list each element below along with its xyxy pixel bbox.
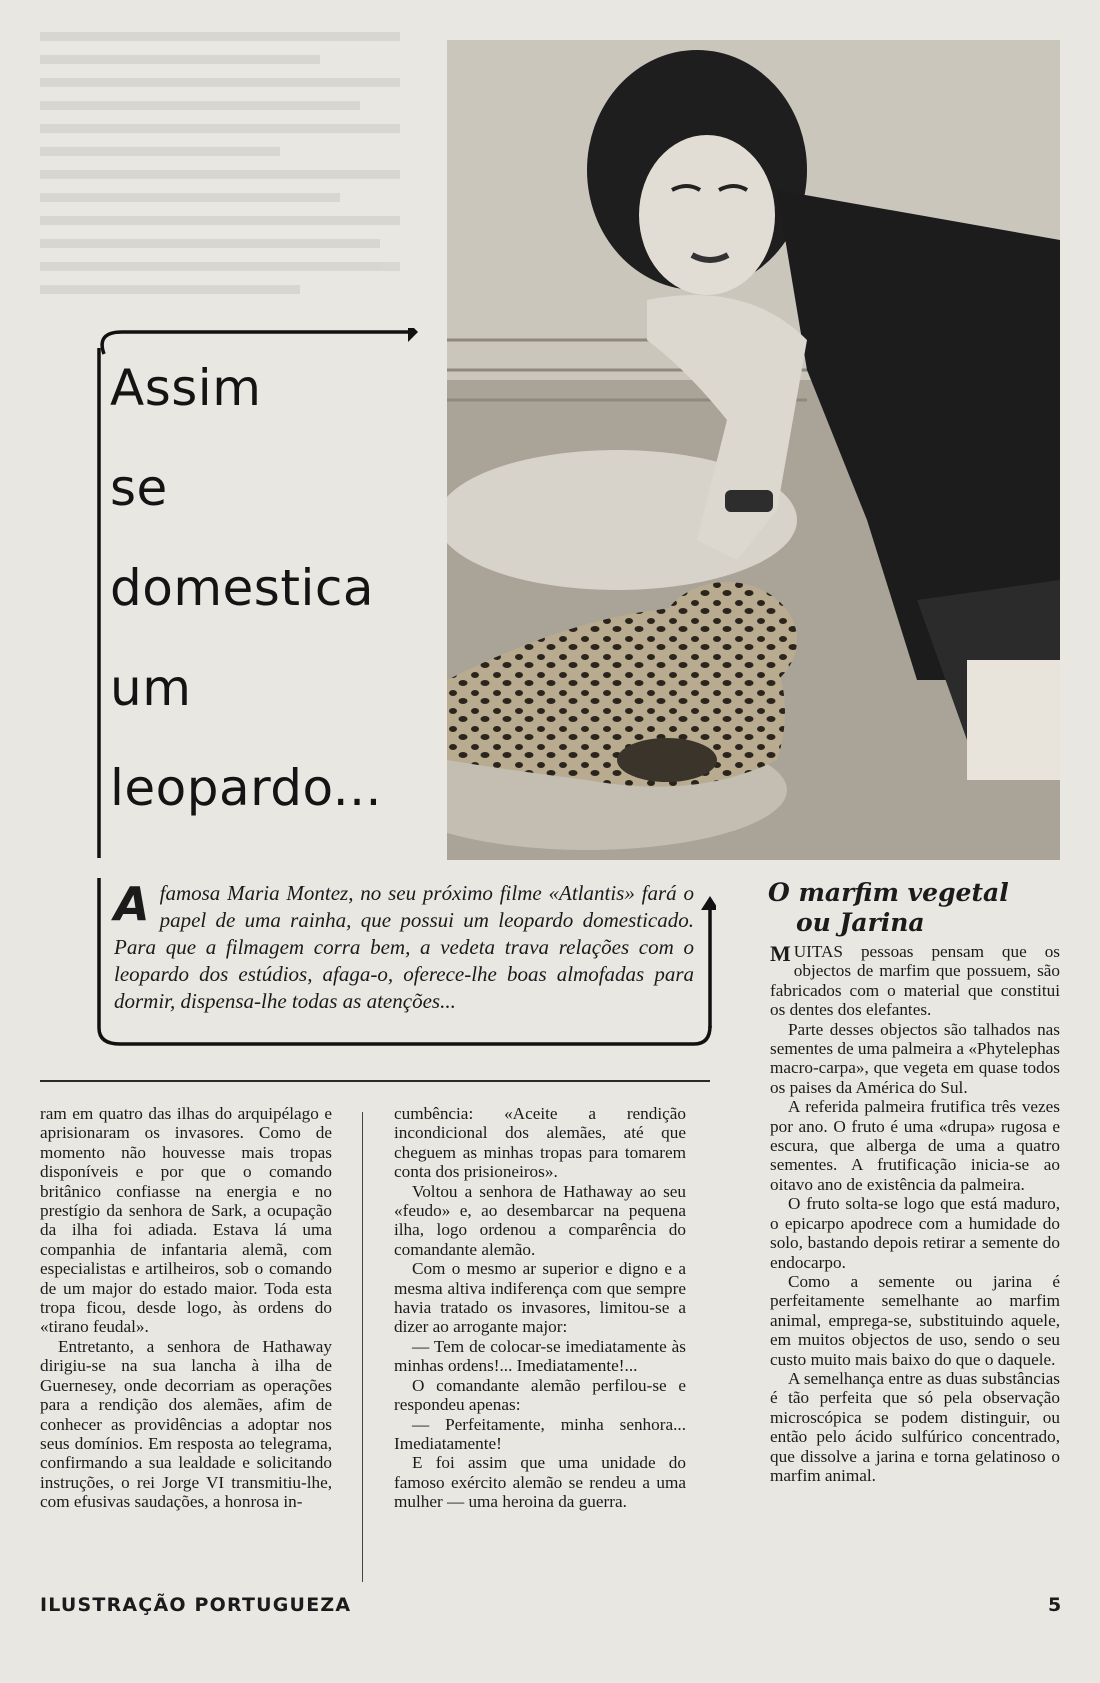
- paragraph: A semelhança entre as duas substâncias é tão perfeita que só pela observação microscópica se podem distinguir, ou então pelo ácido sulfúrico concentrado, que dissolve a jarina e torna gelatinoso o marfim animal.: [770, 1368, 1060, 1485]
- paragraph: Entretanto, a senhora de Hathaway dirigiu-se na sua lancha à ilha de Guernesey, onde decorriam as operações para a rendição dos alemães, afim de conhecer as providências a adoptar nos seus domínios. Em resposta ao telegrama, confirmando a sua lealdade e solicitando instruções, o rei Jorge VI transmitiu-lhe, com efusivas saudações, a honrosa in-: [40, 1336, 332, 1512]
- column-divider: [362, 1112, 363, 1582]
- article-column-left: [40, 1104, 332, 1512]
- photo-woman-with-leopard: [447, 40, 1060, 860]
- article-column-middle: [394, 1104, 686, 1512]
- headline-word: Assim: [110, 359, 262, 417]
- headline-word: um: [110, 659, 192, 717]
- publication-name: ILUSTRAÇÃO PORTUGUEZA: [40, 1594, 352, 1616]
- side-article-column: [770, 942, 1060, 1485]
- paragraph: [770, 942, 1060, 1020]
- paragraph: — Perfeitamente, minha senhora... Imediatamente!: [394, 1414, 686, 1453]
- paragraph: Com o mesmo ar superior e digno e a mesma altiva indiferença com que sempre havia tratado os invasores, limitou-se a dizer ao arrogante major:: [394, 1259, 686, 1337]
- page-number: 5: [1048, 1594, 1062, 1616]
- paragraph: A referida palmeira frutifica três vezes por ano. O fruto é uma «drupa» rugosa e escura, que alberga de uma a quatro sementes. A frutificação inicia-se ao oitavo ano de existência da palmeira.: [770, 1097, 1060, 1194]
- paragraph: Como a semente ou jarina é perfeitamente semelhante ao marfim animal, emprega-se, substituindo aquele, em muitos objectos de uso, sendo o seu custo muito mais baixo do que o daquele.: [770, 1271, 1060, 1369]
- paragraph: O fruto solta-se logo que está maduro, o epicarpo apodrece com a humidade do solo, bastando depois retirar a semente do endocarpo.: [770, 1194, 1060, 1272]
- headline-word: leopardo...: [110, 759, 382, 817]
- side-heading-line1: O marfim vegetal: [768, 878, 1009, 907]
- headline-word: domestica: [110, 559, 374, 617]
- paragraph: Parte desses objectos são talhados nas sementes de uma palmeira a «Phytelephas macro-carpa», que vegeta em quase todos os paises da América do Sul.: [770, 1019, 1060, 1097]
- paragraph: E foi assim que uma unidade do famoso exército alemão se rendeu a uma mulher — uma heroina da guerra.: [394, 1453, 686, 1512]
- side-heading-line2: ou Jarina: [796, 908, 925, 937]
- paragraph: — Tem de colocar-se imediatamente às minhas ordens!... Imediatamente!...: [394, 1336, 686, 1376]
- intro-caption: [114, 877, 694, 1015]
- bleed-through-text: [40, 18, 440, 318]
- paragraph: Voltou a senhora de Hathaway ao seu «feudo» e, ao desembarcar na pequena ilha, logo ordenou a comparência do comandante alemão.: [394, 1181, 686, 1259]
- headline-box: [96, 328, 448, 868]
- intro-text: famosa Maria Montez, no seu próximo filme «Atlantis» fará o papel de uma rainha, que possui um leopardo domesticado. Para que a filmagem corra bem, a vedeta trava relações com o leopardo dos estúdios, afaga-o, oferece-lhe boas almofadas para dormir, dispensa-lhe todas as atenções...: [114, 881, 694, 1013]
- side-initial: M: [770, 941, 791, 966]
- paragraph-text: UITAS pessoas pensam que os objectos de marfim que possuem, são fabricados com o material que constitui os dentes dos elefantes.: [770, 942, 1060, 1020]
- side-article-heading: [768, 878, 1068, 938]
- paragraph: O comandante alemão perfilou-se e respondeu apenas:: [394, 1375, 686, 1415]
- paragraph: ram em quatro das ilhas do arquipélago e aprisionaram os invasores. Como de momento não houvesse mais tropas disponíveis e por que o comando britânico confiasse na energia e no prestígio da senhora de Sark, a ocupação da ilha foi adiada. Estava lá uma companhia de infantaria alemã, com especialistas e artilheiros, sob o comando de um major do estado maior. Toda esta tropa ficou, desde logo, às ordens do «tirano feudal».: [40, 1104, 332, 1337]
- headline-word: se: [110, 459, 168, 517]
- section-rule: [40, 1080, 710, 1082]
- paragraph: cumbência: «Aceite a rendição incondicional dos alemães, até que cheguem as minhas tropas para tomarem conta dos prisioneiros».: [394, 1104, 686, 1182]
- intro-dropcap: A: [114, 877, 150, 931]
